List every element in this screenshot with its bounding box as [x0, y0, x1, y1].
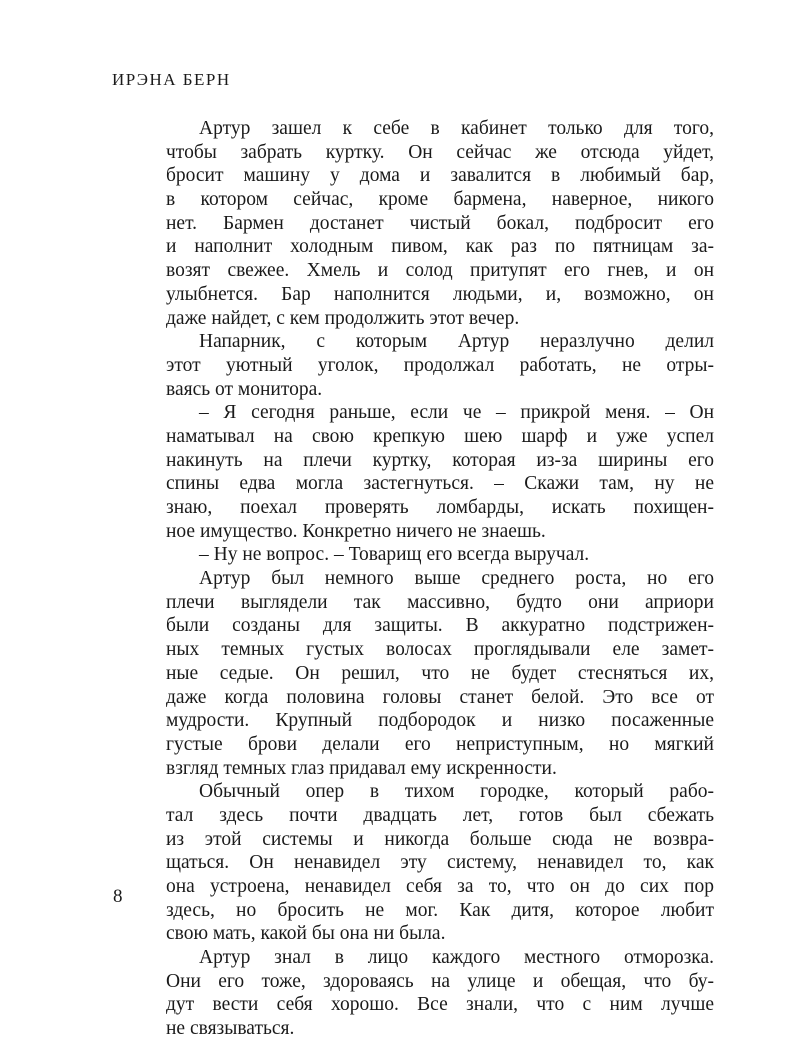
text-line: – Я сегодня раньше, если че – прикрой меня. – Он	[199, 402, 714, 424]
text-line: дут вести себя хорошо. Все знали, что с ним лучше	[166, 994, 714, 1016]
text-line: были созданы для защиты. В аккуратно подстрижен-	[166, 615, 714, 637]
text-line: густые брови делали его неприступным, но мягкий	[166, 733, 714, 755]
text-line: ваясь от монитора.	[166, 378, 323, 400]
text-line: даже когда половина головы станет белой. Это все от	[166, 686, 714, 708]
text-line: здесь, но бросить не мог. Как дитя, которое любит	[166, 899, 714, 921]
text-line: спины едва могла застегнуться. – Скажи там, ну не	[166, 473, 714, 495]
text-line: щаться. Он ненавидел эту систему, ненавидел то, как	[166, 852, 714, 874]
text-line: ные седые. Он решил, что не будет стесняться их,	[166, 662, 714, 684]
text-line: нет. Бармен достанет чистый бокал, подбросит его	[166, 212, 714, 234]
text-line: возят свежее. Хмель и солод притупят его гнев, и он	[166, 260, 714, 282]
text-line: Обычный опер в тихом городке, который рабо-	[199, 781, 714, 803]
text-line: наматывал на свою крепкую шею шарф и уже успел	[166, 425, 714, 447]
body-text	[166, 117, 714, 1041]
text-line: в котором сейчас, кроме бармена, наверное, никого	[166, 189, 714, 211]
text-line: взгляд темных глаз придавал ему искренности.	[166, 757, 557, 779]
text-line: Они его тоже, здороваясь на улице и обещая, что бу-	[166, 970, 714, 992]
text-line: тал здесь почти двадцать лет, готов был сбежать	[166, 804, 714, 826]
text-line: и наполнит холодным пивом, как раз по пятницам за-	[166, 236, 714, 258]
page-number: 8	[113, 886, 123, 907]
text-line: бросит машину у дома и завалится в любимый бар,	[166, 165, 714, 187]
text-line: накинуть на плечи куртку, которая из-за ширины его	[166, 449, 714, 471]
text-line: она устроена, ненавидел себя за то, что он до сих пор	[166, 876, 714, 897]
text-line: этот уютный уголок, продолжал работать, не отры-	[166, 354, 714, 376]
running-head: ИРЭНА БЕРН	[112, 70, 231, 89]
text-line: – Ну не вопрос. – Товарищ его всегда выручал.	[199, 544, 590, 566]
text-line: Напарник, с которым Артур неразлучно делил	[199, 331, 714, 353]
text-line: не связываться.	[166, 1018, 295, 1040]
text-line: плечи выглядели так массивно, будто они априори	[166, 591, 714, 613]
text-line: мудрости. Крупный подбородок и низко посаженные	[166, 710, 714, 732]
text-line: ных темных густых волосах проглядывали еле замет-	[166, 639, 714, 661]
text-line: Артур знал в лицо каждого местного отморозка.	[199, 947, 714, 969]
text-line: Артур зашел к себе в кабинет только для того,	[199, 118, 714, 139]
text-line: знаю, поехал проверять ломбарды, искать похищен-	[166, 497, 714, 518]
text-line: улыбнется. Бар наполнится людьми, и, возможно, он	[166, 283, 714, 305]
text-line: ное имущество. Конкретно ничего не знаешь.	[166, 520, 546, 542]
text-line: Артур был немного выше среднего роста, но его	[199, 568, 714, 590]
text-line: даже найдет, с кем продолжить этот вечер.	[166, 307, 520, 329]
text-line: свою мать, какой бы она ни была.	[166, 923, 446, 945]
text-line: чтобы забрать куртку. Он сейчас же отсюда уйдет,	[166, 141, 714, 163]
text-line: из этой системы и никогда больше сюда не возвра-	[166, 828, 714, 850]
